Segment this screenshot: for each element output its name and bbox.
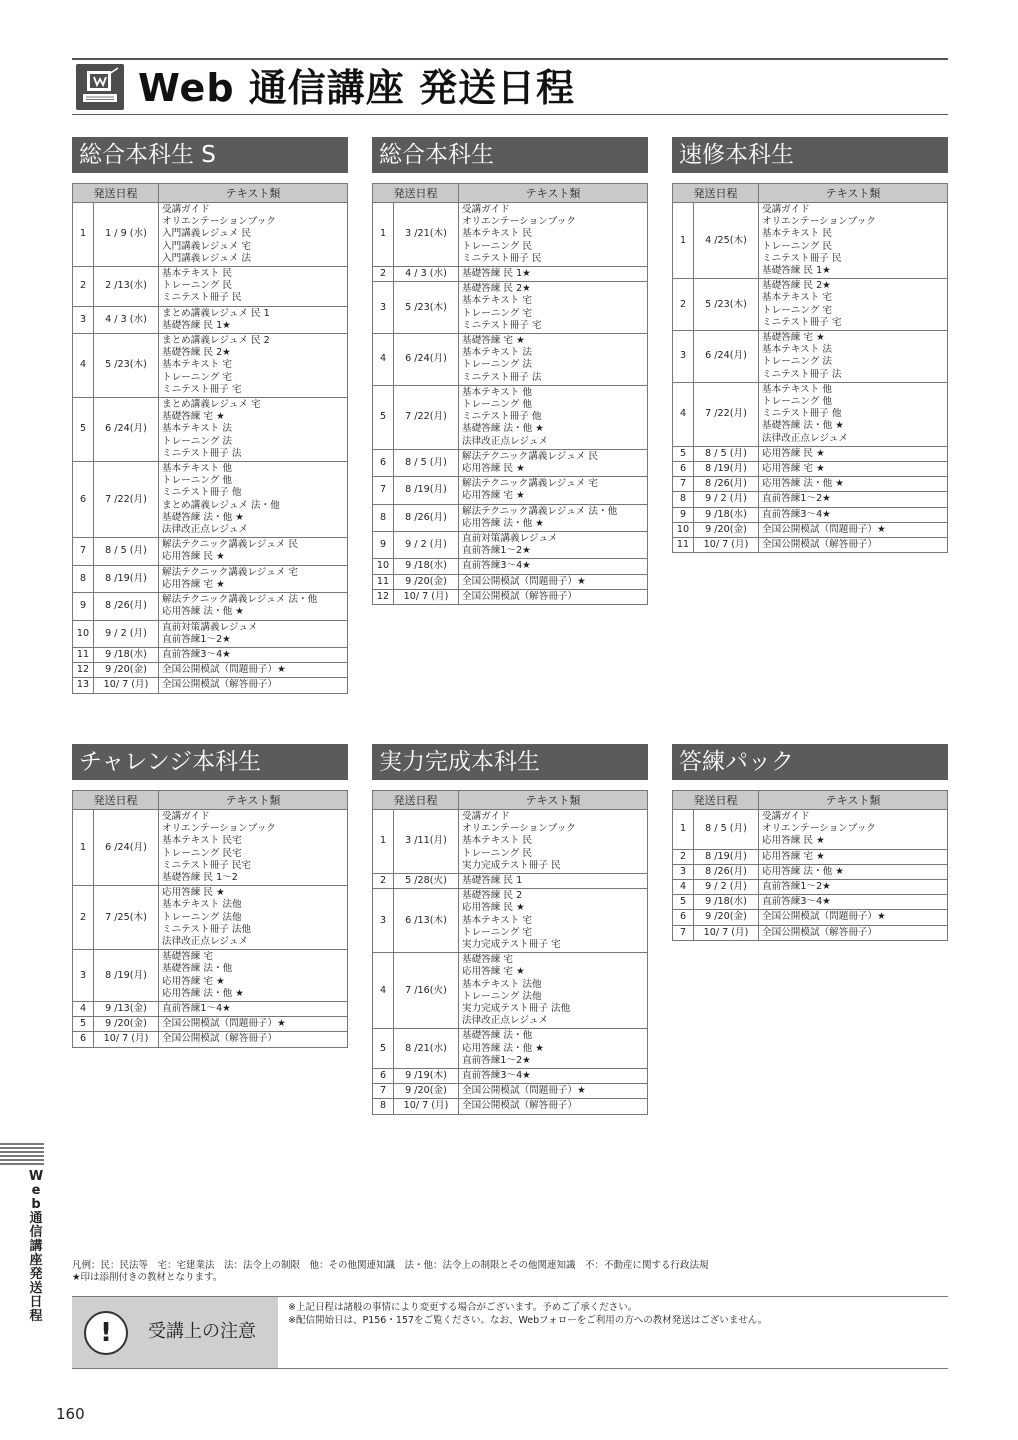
table-row — [73, 398, 348, 462]
row-number: 3 — [373, 889, 394, 953]
row-materials: 基本テキスト 他 トレーニング 他 ミニテスト冊子 他 まとめ講義レジュメ 法・他 基礎答練 法・他 ★ 法律改正点レジュメ — [159, 462, 348, 538]
schedule-table — [672, 183, 948, 553]
table-row — [373, 1084, 648, 1099]
row-date: 10/ 7 (月) — [94, 1032, 159, 1047]
table-row — [373, 282, 648, 334]
row-date: 5 /23(木) — [94, 334, 159, 398]
table-row — [373, 203, 648, 267]
page-number: 160 — [56, 1405, 85, 1423]
row-number: 8 — [73, 565, 94, 592]
row-date: 6 /24(月) — [94, 810, 159, 886]
row-materials: 解法テクニック講義レジュメ 法・他 応用答練 法・他 ★ — [159, 593, 348, 620]
col-header-text: テキスト類 — [159, 184, 348, 203]
row-number: 7 — [373, 477, 394, 504]
row-date: 6 /13(木) — [394, 889, 459, 953]
row-number: 11 — [73, 647, 94, 662]
row-materials: 基礎答練 宅 応用答練 宅 ★ 基本テキスト 法他 トレーニング 法他 実力完成テスト冊子 法他 法律改正点レジュメ — [459, 953, 648, 1029]
row-materials: 受講ガイド オリエンテーションブック 基本テキスト 民 トレーニング 民 ミニテスト冊子 民 — [459, 203, 648, 267]
col-header-date: 発送日程 — [673, 791, 759, 810]
table-row — [73, 334, 348, 398]
row-date: 7 /22(月) — [94, 462, 159, 538]
row-date: 4 / 3 (水) — [394, 267, 459, 282]
table-row — [73, 950, 348, 1002]
notice-bottom-rule — [72, 1368, 948, 1369]
section-title: 速修本科生 — [672, 137, 948, 173]
row-materials: 受講ガイド オリエンテーションブック 応用答練 民 ★ — [759, 810, 948, 850]
row-number: 2 — [73, 886, 94, 950]
row-number: 1 — [373, 810, 394, 874]
table-row — [73, 593, 348, 620]
table-row — [373, 810, 648, 874]
row-number: 9 — [373, 532, 394, 559]
row-number: 8 — [373, 504, 394, 531]
table-row — [373, 589, 648, 604]
row-number: 6 — [673, 910, 694, 925]
row-date: 10/ 7 (月) — [94, 678, 159, 693]
row-number: 1 — [673, 810, 694, 850]
computer-icon — [76, 64, 124, 110]
table-row — [373, 477, 648, 504]
row-materials: 基本テキスト 他 トレーニング 他 ミニテスト冊子 他 基礎答練 法・他 ★ 法律改正点レジュメ — [759, 382, 948, 446]
row-date: 6 /24(月) — [694, 331, 759, 383]
row-number: 8 — [373, 1099, 394, 1114]
row-materials: まとめ講義レジュメ 民 1 基礎答練 民 1★ — [159, 306, 348, 333]
row-number: 8 — [673, 492, 694, 507]
section-sogo-honkasei-s — [72, 137, 348, 694]
row-date: 8 /26(月) — [694, 477, 759, 492]
row-materials: 全国公開模試（解答冊子） — [459, 589, 648, 604]
table-row — [673, 910, 948, 925]
row-number: 4 — [73, 334, 94, 398]
row-date: 9 /20(金) — [694, 910, 759, 925]
row-date: 8 /19(月) — [694, 462, 759, 477]
table-row — [673, 462, 948, 477]
schedule-table — [72, 183, 348, 694]
table-row — [73, 647, 348, 662]
row-materials: 基礎答練 宅 ★ 基本テキスト 法 トレーニング 法 ミニテスト冊子 法 — [459, 334, 648, 386]
row-date: 8 /19(月) — [94, 950, 159, 1002]
row-number: 4 — [373, 953, 394, 1029]
row-materials: 基礎答練 宅 基礎答練 法・他 応用答練 宅 ★ 応用答練 法・他 ★ — [159, 950, 348, 1002]
row-date: 8 / 5 (月) — [94, 538, 159, 565]
row-materials: まとめ講義レジュメ 民 2 基礎答練 民 2★ 基本テキスト 宅 トレーニング 宅 ミニテスト冊子 宅 — [159, 334, 348, 398]
row-date: 3 /11(月) — [394, 810, 459, 874]
row-date: 7 /22(月) — [394, 385, 459, 449]
row-materials: 解法テクニック講義レジュメ 宅 応用答練 宅 ★ — [159, 565, 348, 592]
row-number: 4 — [673, 382, 694, 446]
row-materials: 応用答練 宅 ★ — [759, 849, 948, 864]
row-materials: 受講ガイド オリエンテーションブック 基本テキスト 民 トレーニング 民 実力完成テスト冊子 民 — [459, 810, 648, 874]
row-materials: 直前答練3〜4★ — [759, 895, 948, 910]
table-row — [373, 385, 648, 449]
row-date: 5 /28(火) — [394, 874, 459, 889]
exclamation-icon: ! — [84, 1311, 128, 1355]
row-number: 3 — [73, 306, 94, 333]
table-row — [373, 574, 648, 589]
row-materials: 全国公開模試（問題冊子）★ — [459, 1084, 648, 1099]
schedule-table — [672, 790, 948, 941]
row-date: 7 /25(木) — [94, 886, 159, 950]
table-row — [673, 279, 948, 331]
row-materials: 直前答練3〜4★ — [459, 1069, 648, 1084]
row-materials: 直前答練3〜4★ — [459, 559, 648, 574]
row-date: 6 /24(月) — [94, 398, 159, 462]
table-row — [73, 203, 348, 267]
row-materials: 受講ガイド オリエンテーションブック 基本テキスト 民 トレーニング 民 ミニテスト冊子 民 基礎答練 民 1★ — [759, 203, 948, 279]
row-number: 7 — [73, 538, 94, 565]
row-date: 8 /19(月) — [394, 477, 459, 504]
table-row — [73, 1017, 348, 1032]
row-materials: 直前答練1〜2★ — [759, 492, 948, 507]
table-row — [673, 864, 948, 879]
row-materials: 解法テクニック講義レジュメ 宅 応用答練 宅 ★ — [459, 477, 648, 504]
row-date: 9 /20(金) — [94, 663, 159, 678]
row-number: 2 — [673, 279, 694, 331]
row-materials: 受講ガイド オリエンテーションブック 入門講義レジュメ 民 入門講義レジュメ 宅 入門講義レジュメ 法 — [159, 203, 348, 267]
col-header-date: 発送日程 — [73, 791, 159, 810]
row-date: 9 /19(木) — [394, 1069, 459, 1084]
row-date: 9 / 2 (月) — [94, 620, 159, 647]
col-header-text: テキスト類 — [459, 791, 648, 810]
row-date: 4 /25(木) — [694, 203, 759, 279]
col-header-text: テキスト類 — [459, 184, 648, 203]
row-date: 9 /18(水) — [94, 647, 159, 662]
row-number: 10 — [673, 522, 694, 537]
row-date: 10/ 7 (月) — [394, 1099, 459, 1114]
row-number: 11 — [673, 538, 694, 553]
row-date: 10/ 7 (月) — [694, 538, 759, 553]
header-bottom-rule — [72, 114, 948, 115]
row-date: 6 /24(月) — [394, 334, 459, 386]
table-row — [73, 462, 348, 538]
col-header-date: 発送日程 — [73, 184, 159, 203]
table-row — [673, 492, 948, 507]
row-number: 3 — [673, 864, 694, 879]
row-number: 5 — [73, 1017, 94, 1032]
row-materials: 基本テキスト 民 トレーニング 民 ミニテスト冊子 民 — [159, 267, 348, 307]
row-materials: 基礎答練 民 2★ 基本テキスト 宅 トレーニング 宅 ミニテスト冊子 宅 — [759, 279, 948, 331]
row-materials: 直前対策講義レジュメ 直前答練1〜2★ — [159, 620, 348, 647]
row-date: 8 /26(月) — [394, 504, 459, 531]
row-number: 11 — [373, 574, 394, 589]
row-number: 2 — [373, 874, 394, 889]
row-number: 2 — [73, 267, 94, 307]
row-date: 8 / 5 (月) — [694, 810, 759, 850]
table-row — [73, 678, 348, 693]
row-date: 9 / 2 (月) — [694, 492, 759, 507]
schedule-table — [372, 790, 648, 1115]
row-materials: 応用答練 法・他 ★ — [759, 864, 948, 879]
row-materials: 全国公開模試（問題冊子）★ — [759, 522, 948, 537]
table-row — [73, 1032, 348, 1047]
row-materials: 応用答練 宅 ★ — [759, 462, 948, 477]
row-materials: 基礎答練 宅 ★ 基本テキスト 法 トレーニング 法 ミニテスト冊子 法 — [759, 331, 948, 383]
row-date: 10/ 7 (月) — [694, 925, 759, 940]
table-row — [373, 267, 648, 282]
table-row — [73, 267, 348, 307]
table-row — [673, 880, 948, 895]
table-row — [73, 810, 348, 886]
legend: 凡例：民：民法等 宅：宅建業法 法：法令上の制限 他：その他関連知識 法・他：法令上の制限とその他関連知識 不：不動産に関する行政法規 ★印は添削付きの教材となります。 — [72, 1260, 709, 1283]
row-materials: 全国公開模試（解答冊子） — [759, 538, 948, 553]
row-materials: 解法テクニック講義レジュメ 民 応用答練 民 ★ — [459, 449, 648, 476]
table-row — [73, 620, 348, 647]
row-materials: 全国公開模試（解答冊子） — [159, 678, 348, 693]
row-materials: 直前対策講義レジュメ 直前答練1〜2★ — [459, 532, 648, 559]
row-number: 3 — [73, 950, 94, 1002]
table-row — [673, 810, 948, 850]
table-row — [373, 1069, 648, 1084]
row-number: 5 — [673, 895, 694, 910]
row-number: 6 — [373, 449, 394, 476]
row-number: 6 — [73, 462, 94, 538]
row-materials: 直前答練3〜4★ — [159, 647, 348, 662]
row-date: 9 / 2 (月) — [394, 532, 459, 559]
row-number: 7 — [373, 1084, 394, 1099]
table-row — [373, 504, 648, 531]
row-number: 3 — [373, 282, 394, 334]
row-number: 5 — [673, 446, 694, 461]
side-index-label: Web通信講座 発送日程 — [28, 1169, 44, 1324]
row-date: 9 / 2 (月) — [694, 880, 759, 895]
notice-text: ※上記日程は諸般の事情により変更する場合がございます。予めご了承ください。 ※配信開始日は、P156・157をご覧ください。なお、Webフォローをご利用の方への教材発送はございません。 — [288, 1302, 768, 1326]
row-number: 4 — [673, 880, 694, 895]
table-row — [73, 306, 348, 333]
table-row — [673, 849, 948, 864]
table-row — [373, 1099, 648, 1114]
schedule-table — [72, 790, 348, 1048]
row-date: 8 /19(月) — [94, 565, 159, 592]
row-date: 9 /20(金) — [394, 574, 459, 589]
table-row — [673, 382, 948, 446]
table-row — [673, 507, 948, 522]
row-number: 2 — [373, 267, 394, 282]
row-number: 9 — [673, 507, 694, 522]
row-date: 7 /22(月) — [694, 382, 759, 446]
table-row — [673, 477, 948, 492]
row-materials: 全国公開模試（解答冊子） — [159, 1032, 348, 1047]
row-number: 4 — [73, 1002, 94, 1017]
row-number: 1 — [73, 810, 94, 886]
row-date: 8 / 5 (月) — [394, 449, 459, 476]
row-number: 9 — [73, 593, 94, 620]
section-jitsuryoku-kansei-honkasei — [372, 744, 648, 1115]
row-materials: 全国公開模試（問題冊子）★ — [159, 1017, 348, 1032]
row-date: 9 /20(金) — [694, 522, 759, 537]
row-number: 1 — [73, 203, 94, 267]
row-materials: 解法テクニック講義レジュメ 民 応用答練 民 ★ — [159, 538, 348, 565]
row-materials: 基礎答練 民 2★ 基本テキスト 宅 トレーニング 宅 ミニテスト冊子 宅 — [459, 282, 648, 334]
row-number: 5 — [373, 385, 394, 449]
table-row — [673, 538, 948, 553]
row-date: 8 /19(月) — [694, 849, 759, 864]
section-title: チャレンジ本科生 — [72, 744, 348, 780]
row-materials: 基本テキスト 他 トレーニング 他 ミニテスト冊子 他 基礎答練 法・他 ★ 法律改正点レジュメ — [459, 385, 648, 449]
row-number: 6 — [73, 1032, 94, 1047]
table-row — [673, 925, 948, 940]
row-date: 9 /13(金) — [94, 1002, 159, 1017]
row-materials: 基礎答練 民 2 応用答練 民 ★ 基本テキスト 宅 トレーニング 宅 実力完成テスト冊子 宅 — [459, 889, 648, 953]
table-row — [73, 565, 348, 592]
table-row — [373, 889, 648, 953]
row-materials: 全国公開模試（問題冊子）★ — [159, 663, 348, 678]
section-title: 総合本科生 S — [72, 137, 348, 173]
row-date: 9 /18(水) — [694, 895, 759, 910]
row-number: 4 — [373, 334, 394, 386]
col-header-date: 発送日程 — [673, 184, 759, 203]
table-row — [373, 1029, 648, 1069]
row-date: 9 /20(金) — [94, 1017, 159, 1032]
section-challenge-honkasei — [72, 744, 348, 1048]
row-materials: 全国公開模試（解答冊子） — [759, 925, 948, 940]
row-materials: 直前答練1〜4★ — [159, 1002, 348, 1017]
row-date: 3 /21(木) — [394, 203, 459, 267]
row-number: 7 — [673, 925, 694, 940]
table-row — [73, 538, 348, 565]
table-row — [673, 522, 948, 537]
section-title: 総合本科生 — [372, 137, 648, 173]
table-row — [373, 953, 648, 1029]
table-row — [673, 895, 948, 910]
row-materials: 解法テクニック講義レジュメ 法・他 応用答練 法・他 ★ — [459, 504, 648, 531]
row-number: 1 — [373, 203, 394, 267]
section-sokushu-honkasei — [672, 137, 948, 553]
row-date: 10/ 7 (月) — [394, 589, 459, 604]
row-date: 8 /26(月) — [94, 593, 159, 620]
row-number: 6 — [673, 462, 694, 477]
row-materials: 応用答練 民 ★ — [759, 446, 948, 461]
row-number: 6 — [373, 1069, 394, 1084]
row-date: 1 / 9 (水) — [94, 203, 159, 267]
row-number: 13 — [73, 678, 94, 693]
col-header-text: テキスト類 — [759, 791, 948, 810]
row-date: 8 /21(水) — [394, 1029, 459, 1069]
section-toren-pack — [672, 744, 948, 941]
row-number: 1 — [673, 203, 694, 279]
row-date: 9 /18(水) — [394, 559, 459, 574]
row-materials: 直前答練1〜2★ — [759, 880, 948, 895]
row-materials: 応用答練 民 ★ 基本テキスト 法他 トレーニング 法他 ミニテスト冊子 法他 法律改正点レジュメ — [159, 886, 348, 950]
page-title: Web 通信講座 発送日程 — [138, 66, 575, 110]
table-row — [73, 1002, 348, 1017]
section-title: 実力完成本科生 — [372, 744, 648, 780]
row-number: 10 — [373, 559, 394, 574]
row-date: 2 /13(水) — [94, 267, 159, 307]
table-row — [373, 874, 648, 889]
row-date: 5 /23(木) — [394, 282, 459, 334]
row-number: 12 — [73, 663, 94, 678]
row-materials: 直前答練3〜4★ — [759, 507, 948, 522]
row-number: 5 — [373, 1029, 394, 1069]
table-row — [73, 663, 348, 678]
side-index-stripes — [0, 1143, 44, 1165]
row-date: 8 / 5 (月) — [694, 446, 759, 461]
table-row — [673, 446, 948, 461]
row-materials: 基礎答練 民 1★ — [459, 267, 648, 282]
notice-label: 受講上の注意 — [148, 1321, 256, 1342]
table-row — [373, 532, 648, 559]
row-date: 7 /16(火) — [394, 953, 459, 1029]
row-date: 9 /18(水) — [694, 507, 759, 522]
row-materials: 受講ガイド オリエンテーションブック 基本テキスト 民宅 トレーニング 民宅 ミニテスト冊子 民宅 基礎答練 民 1〜2 — [159, 810, 348, 886]
row-number: 3 — [673, 331, 694, 383]
col-header-date: 発送日程 — [373, 184, 459, 203]
row-materials: 全国公開模試（問題冊子）★ — [759, 910, 948, 925]
table-row — [673, 203, 948, 279]
row-materials: まとめ講義レジュメ 宅 基礎答練 宅 ★ 基本テキスト 法 トレーニング 法 ミニテスト冊子 法 — [159, 398, 348, 462]
row-materials: 基礎答練 民 1 — [459, 874, 648, 889]
row-number: 12 — [373, 589, 394, 604]
table-row — [373, 559, 648, 574]
row-number: 7 — [673, 477, 694, 492]
row-number: 10 — [73, 620, 94, 647]
table-row — [73, 886, 348, 950]
row-date: 9 /20(金) — [394, 1084, 459, 1099]
row-date: 8 /26(月) — [694, 864, 759, 879]
section-sogo-honkasei — [372, 137, 648, 605]
table-row — [373, 449, 648, 476]
row-number: 5 — [73, 398, 94, 462]
table-row — [673, 331, 948, 383]
row-number: 2 — [673, 849, 694, 864]
row-materials: 全国公開模試（解答冊子） — [459, 1099, 648, 1114]
row-date: 4 / 3 (水) — [94, 306, 159, 333]
col-header-text: テキスト類 — [159, 791, 348, 810]
row-date: 5 /23(木) — [694, 279, 759, 331]
row-materials: 応用答練 法・他 ★ — [759, 477, 948, 492]
header-top-rule — [72, 58, 948, 60]
col-header-text: テキスト類 — [759, 184, 948, 203]
col-header-date: 発送日程 — [373, 791, 459, 810]
row-materials: 基礎答練 法・他 応用答練 法・他 ★ 直前答練1〜2★ — [459, 1029, 648, 1069]
table-row — [373, 334, 648, 386]
schedule-table — [372, 183, 648, 605]
section-title: 答練パック — [672, 744, 948, 780]
row-materials: 全国公開模試（問題冊子）★ — [459, 574, 648, 589]
